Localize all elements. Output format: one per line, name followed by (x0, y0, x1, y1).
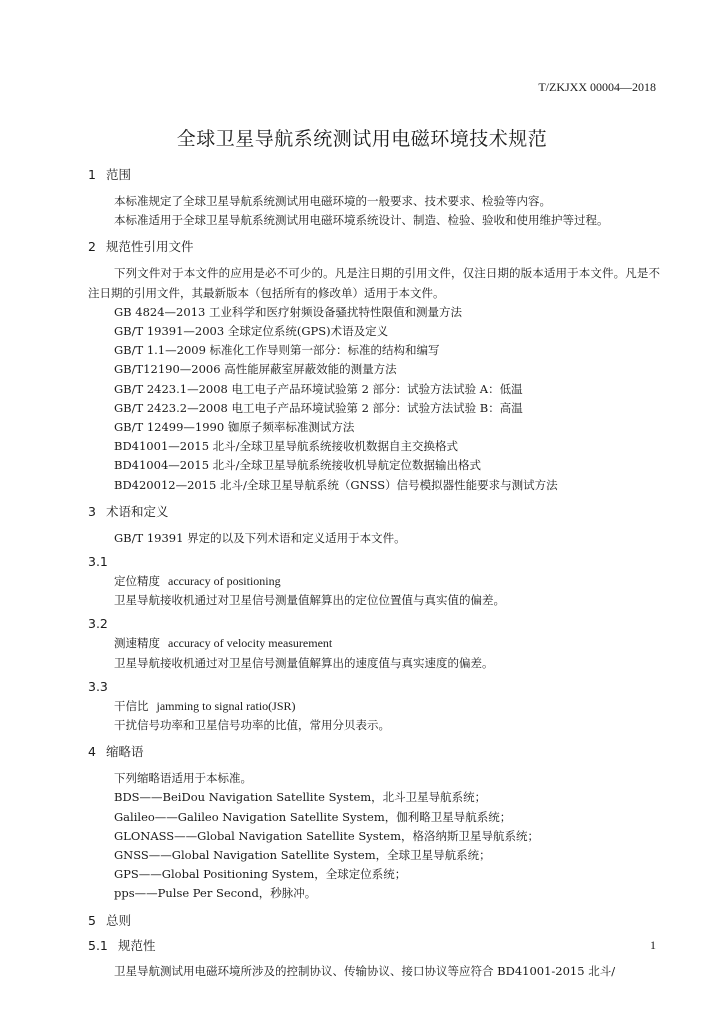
term-number: 3.3 (88, 678, 108, 694)
section-4-heading (88, 741, 660, 763)
reference-item: BD41001—2015 北斗/全球卫星导航系统接收机数据自主交换格式 (114, 439, 459, 454)
abbreviation-item: GPS——Global Positioning System，全球定位系统； (114, 867, 407, 882)
term-heading (114, 697, 660, 716)
section-number: 3 (88, 503, 96, 519)
term-zh: 定位精度 (114, 574, 160, 589)
standard-code: T/ZKJXX 00004—2018 (538, 80, 656, 94)
paragraph: 卫星导航测试用电磁环境所涉及的控制协议、传输协议、接口协议等应符合 BD41001-2015 北斗/ (114, 963, 616, 978)
term-heading (114, 634, 660, 653)
section-1-heading (88, 164, 660, 186)
reference-item: GB 4824—2013 工业科学和医疗射频设备骚扰特性限值和测量方法 (114, 304, 462, 319)
term-en: jamming to signal ratio(JSR) (156, 698, 296, 713)
document-body (88, 158, 660, 981)
reference-item: GB/T 2423.1—2008 电工电子产品环境试验第 2 部分：试验方法试验 A：低温 (114, 381, 523, 396)
section-title: 范围 (106, 167, 132, 182)
abbreviation-item: pps——Pulse Per Second，秒脉冲。 (114, 886, 317, 901)
term-en: accuracy of velocity measurement (168, 636, 333, 651)
page-number: 1 (650, 938, 656, 952)
term-definition: 卫星导航接收机通过对卫星信号测量值解算出的速度值与真实速度的偏差。 (114, 655, 494, 670)
term-definition: 卫星导航接收机通过对卫星信号测量值解算出的定位位置值与真实值的偏差。 (114, 593, 505, 608)
abbreviation-item: Galileo——Galileo Navigation Satellite System，伽利略卫星导航系统； (114, 809, 512, 824)
term-number: 3.1 (88, 554, 108, 570)
subsection-5-1-heading (88, 936, 660, 956)
section-5-heading (88, 910, 660, 932)
abbreviation-item: BDS——BeiDou Navigation Satellite System，北斗卫星导航系统； (114, 790, 487, 805)
section-title: 术语和定义 (106, 503, 169, 519)
paragraph: 下列缩略语适用于本标准。 (114, 771, 252, 786)
term-definition: 干扰信号功率和卫星信号功率的比值，常用分贝表示。 (114, 718, 390, 733)
abbreviation-item: GNSS——Global Navigation Satellite System，全球卫星导航系统； (114, 848, 491, 863)
section-title: 规范性引用文件 (106, 239, 194, 255)
reference-item: GB/T 1.1—2009 标准化工作导则第一部分：标准的结构和编写 (114, 343, 440, 358)
reference-item: BD420012—2015 北斗/全球卫星导航系统（GNSS）信号模拟器性能要求与测试方法 (114, 477, 558, 492)
section-title: 缩略语 (106, 744, 144, 760)
term-number: 3.2 (88, 616, 108, 632)
section-3-heading (88, 501, 660, 523)
section-number: 4 (88, 744, 96, 760)
paragraph: 本标准规定了全球卫星导航系统测试用电磁环境的一般要求、技术要求、检验等内容。 (114, 194, 551, 208)
paragraph: 本标准适用于全球卫星导航系统测试用电磁环境系统设计、制造、检验、验收和使用维护等过程。 (114, 213, 609, 228)
reference-item: BD41004—2015 北斗/全球卫星导航系统接收机导航定位数据输出格式 (114, 458, 482, 473)
reference-item: GB/T 12499—1990 铷原子频率标准测试方法 (114, 420, 355, 435)
term-zh: 测速精度 (114, 636, 160, 651)
reference-item: GB/T 19391—2003 全球定位系统(GPS)术语及定义 (114, 324, 389, 339)
term-zh: 干信比 (114, 698, 149, 713)
subsection-number: 5.1 (88, 937, 108, 953)
section-number: 5 (88, 912, 96, 928)
reference-item: GB/T 2423.2—2008 电工电子产品环境试验第 2 部分：试验方法试验 B：高温 (114, 400, 523, 415)
paragraph: 下列文件对于本文件的应用是必不可少的。凡是注日期的引用文件，仅注日期的版本适用于本文件。凡是不注日期的引用文件，其最新版本（包括所有的修改单）适用于本文件。 (88, 266, 660, 300)
subsection-title: 规范性 (118, 937, 156, 953)
section-number: 2 (88, 239, 96, 255)
section-title: 总则 (106, 912, 132, 928)
document-title: 全球卫星导航系统测试用电磁环境技术规范 (176, 128, 548, 150)
section-number: 1 (88, 167, 96, 182)
term-en: accuracy of positioning (168, 574, 281, 589)
term-heading (114, 572, 660, 591)
section-2-heading (88, 236, 660, 258)
paragraph: GB/T 19391 界定的以及下列术语和定义适用于本文件。 (114, 530, 406, 545)
abbreviation-item: GLONASS——Global Navigation Satellite System，格洛纳斯卫星导航系统； (114, 828, 539, 843)
reference-item: GB/T12190—2006 高性能屏蔽室屏蔽效能的测量方法 (114, 362, 397, 377)
